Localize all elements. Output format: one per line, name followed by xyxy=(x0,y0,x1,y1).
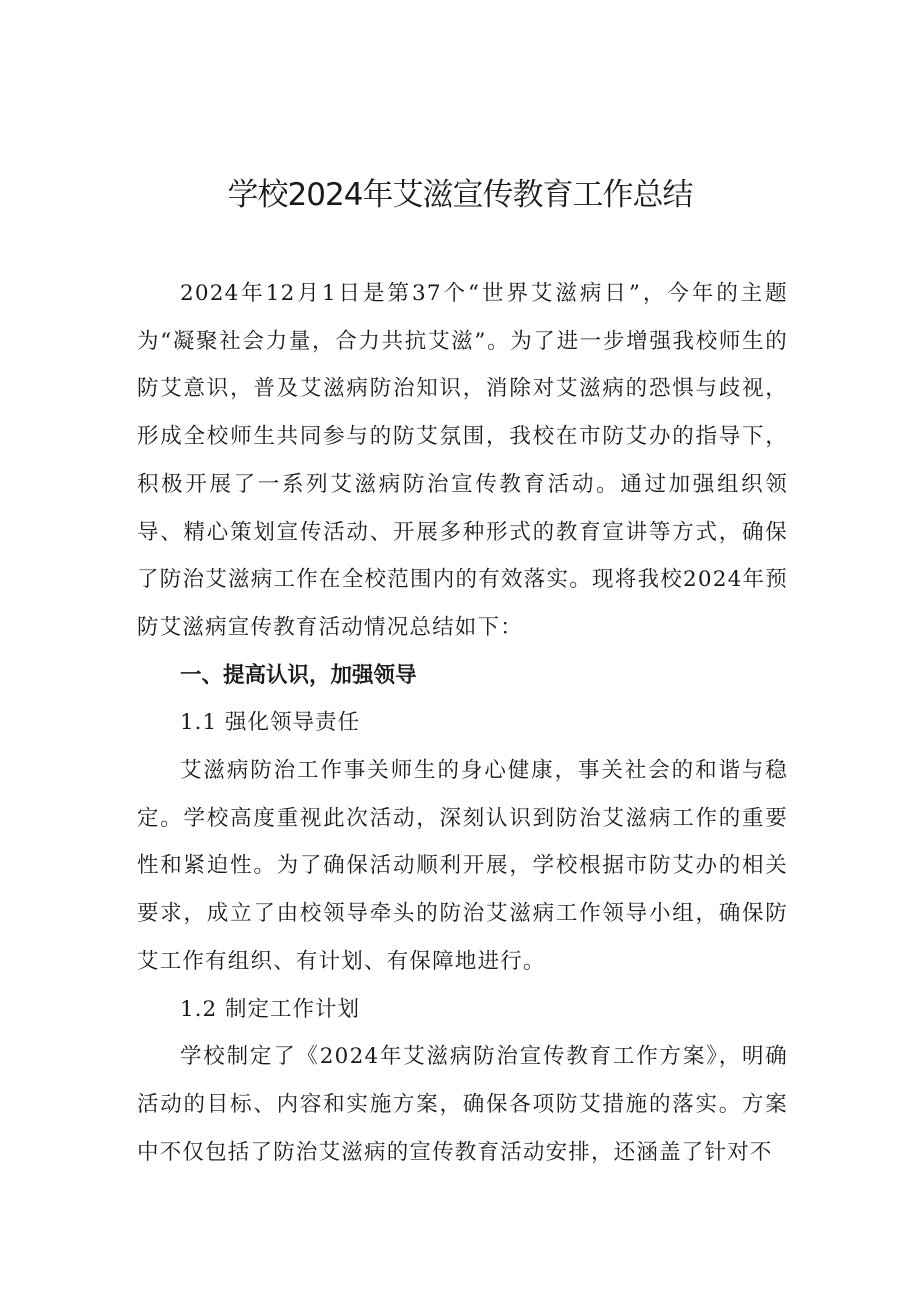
subsection-heading-1-2: 1.2 制定工作计划 xyxy=(180,996,361,1022)
document-title: 学校2024年艾滋宣传教育工作总结 xyxy=(227,177,693,213)
section-heading-1: 一、提高认识，加强领导 xyxy=(180,662,417,688)
intro-paragraph: 2024年12月1日是第37个“世界艾滋病日”，今年的主题为“凝聚社会力量，合力共抗艾滋”。为了进一步增强我校师生的防艾意识，普及艾滋病防治知识，消除对艾滋病的恐惧与歧视，形成全校师生共同参与的防艾氛围，我校在市防艾办的指导下，积极开展了一系列艾滋病防治宣传教育活动。通过加强组织领导、精心策划宣传活动、开展多种形式的教育宣讲等方式，确保了防治艾滋病工作在全校范围内的有效落实。现将我校2024年预防艾滋病宣传教育活动情况总结如下： xyxy=(137,281,788,640)
subsection-heading-1-1: 1.1 强化领导责任 xyxy=(180,710,361,736)
body-paragraph-1-2: 学校制定了《2024年艾滋病防治宣传教育工作方案》，明确活动的目标、内容和实施方案，确保各项防艾措施的落实。方案中不仅包括了防治艾滋病的宣传教育活动安排，还涵盖了针对不 xyxy=(137,1044,788,1165)
document-body xyxy=(137,270,788,1176)
body-paragraph-1-1: 艾滋病防治工作事关师生的身心健康，事关社会的和谐与稳定。学校高度重视此次活动，深刻认识到防治艾滋病工作的重要性和紧迫性。为了确保活动顺利开展，学校根据市防艾办的相关要求，成立了由校领导牵头的防治艾滋病工作领导小组，确保防艾工作有组织、有计划、有保障地进行。 xyxy=(137,758,788,974)
